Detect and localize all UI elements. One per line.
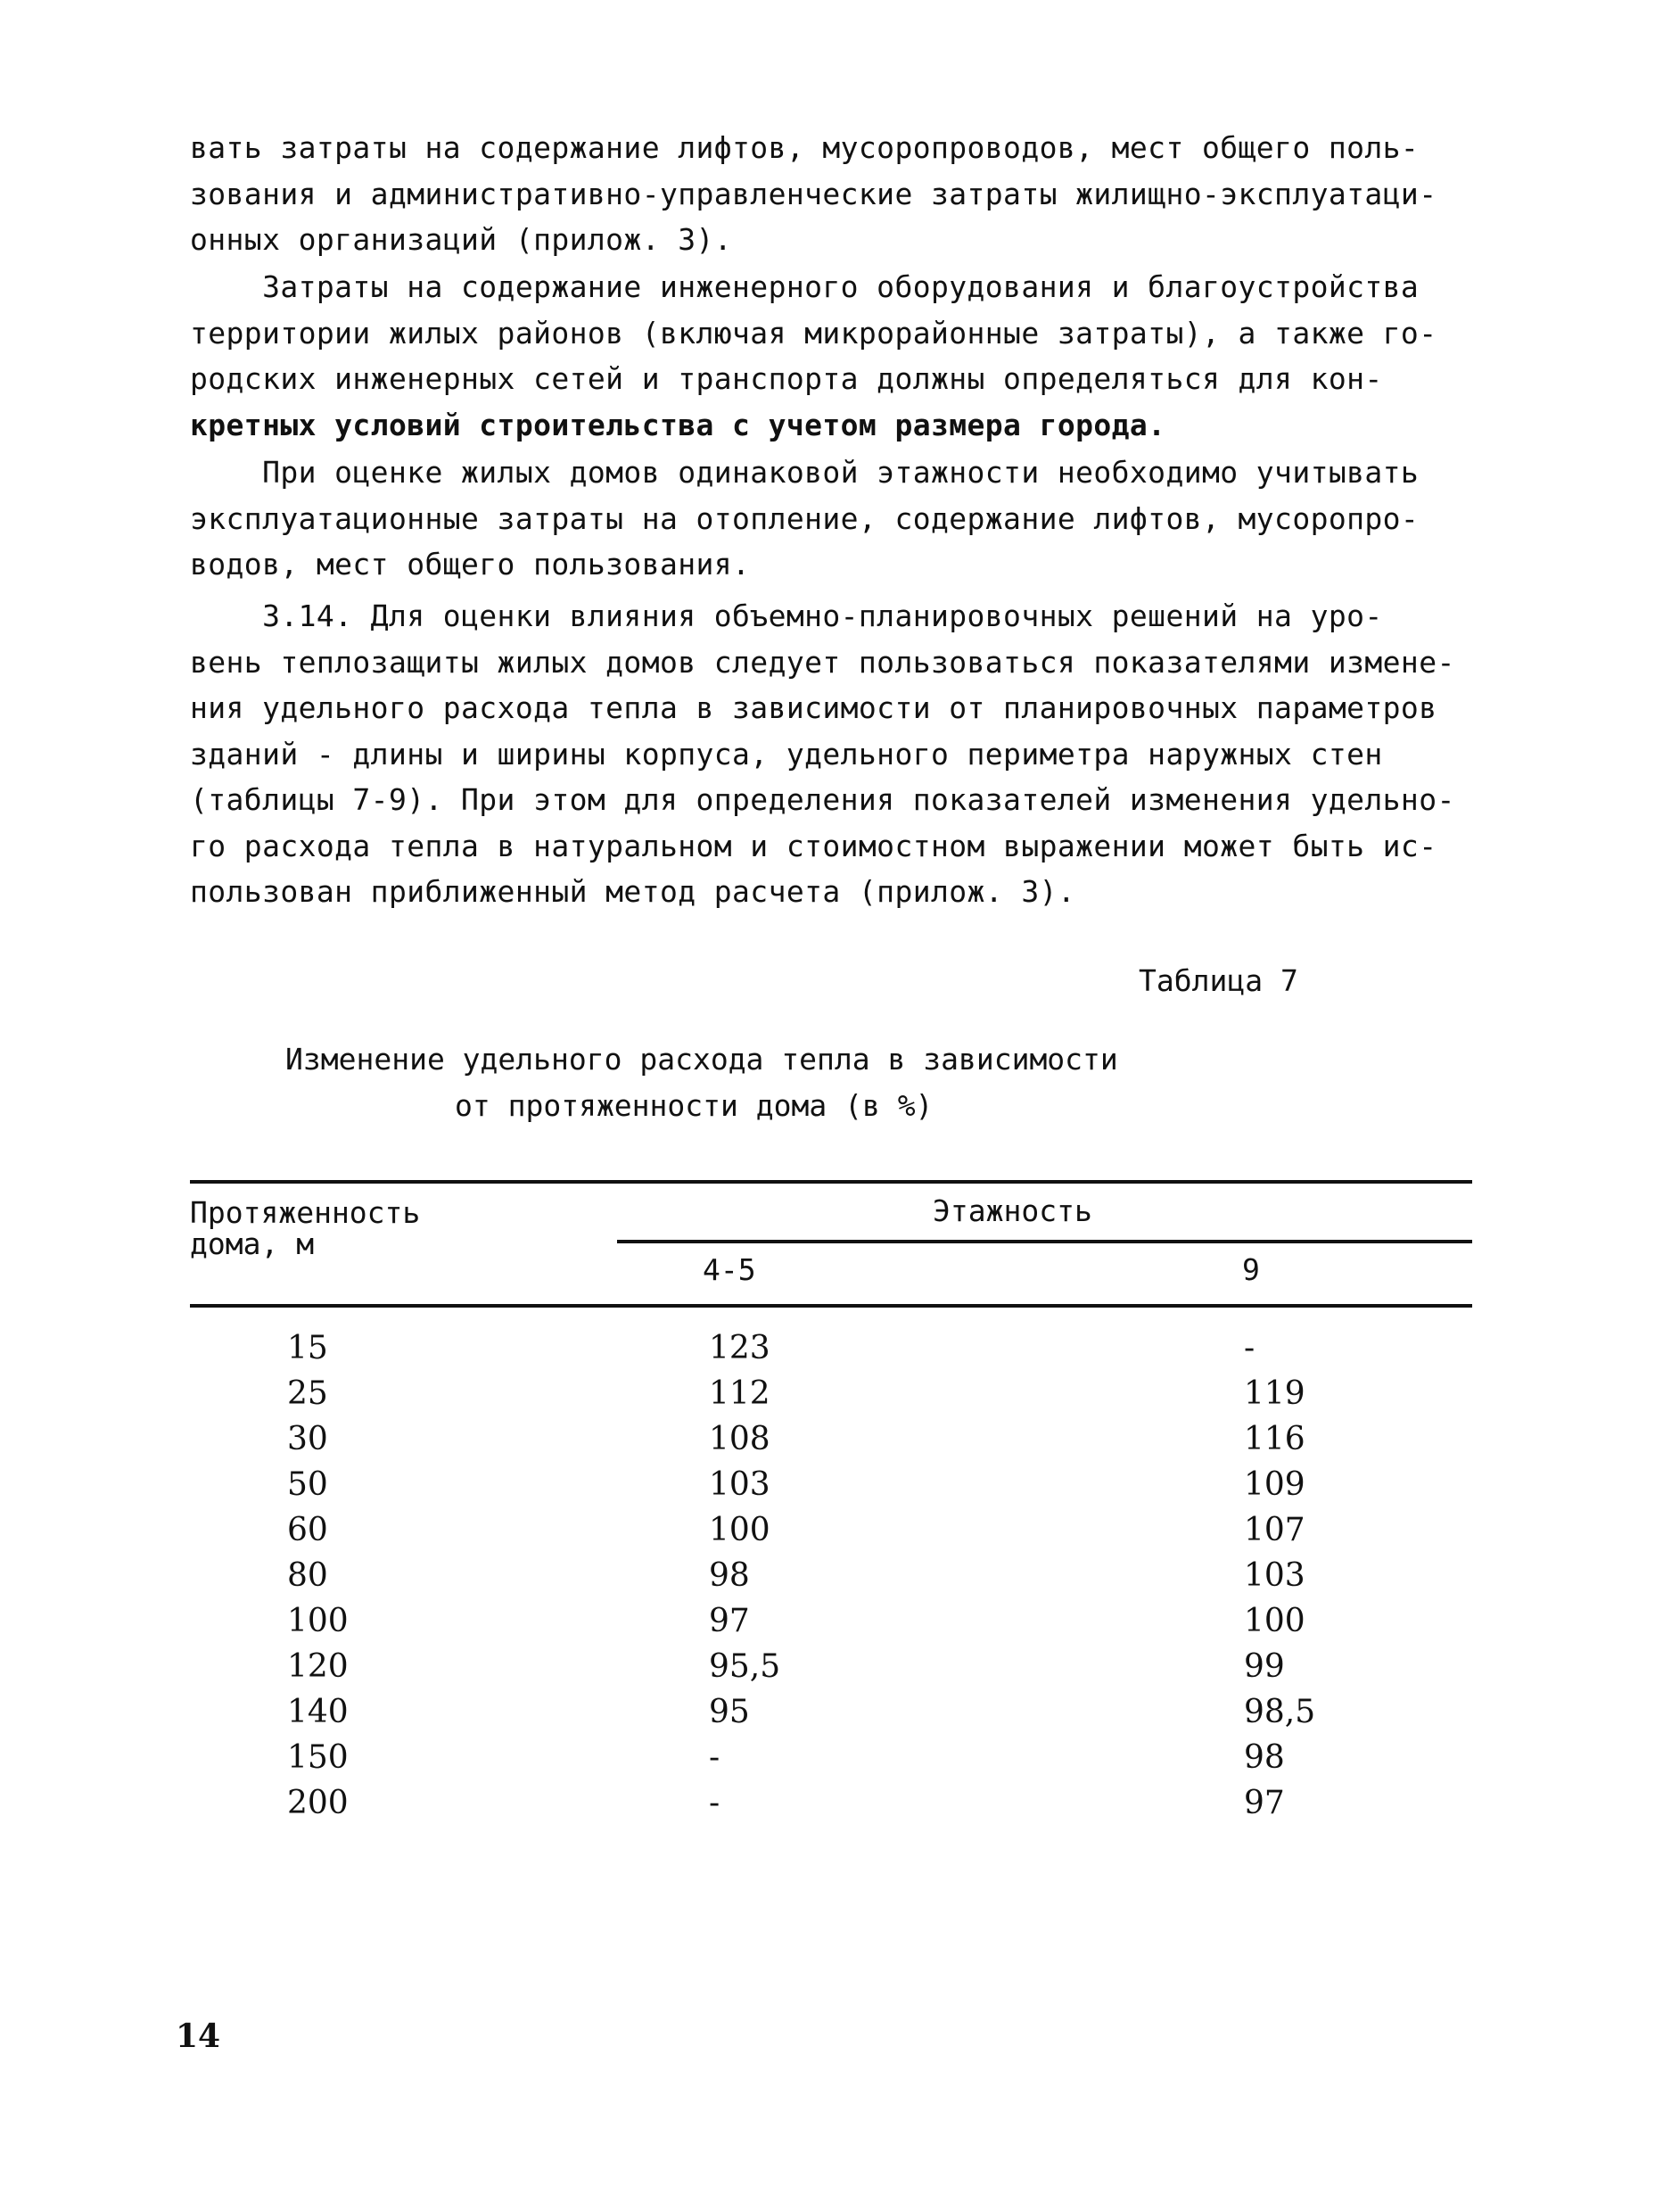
cell-length: 60: [287, 1512, 328, 1548]
cell-floors-4-5: 98: [709, 1557, 750, 1594]
text-line: ния удельного расхода тепла в зависимости от планировочных параметров: [190, 690, 1437, 725]
cell-length: 30: [287, 1421, 328, 1457]
cell-length: 80: [287, 1557, 328, 1594]
table-title: [285, 1036, 1118, 1129]
text-line: территории жилых районов (включая микрорайонные затраты), а также го-: [190, 315, 1437, 351]
text-line: (таблицы 7-9). При этом для определения показателей изменения удельно-: [190, 782, 1455, 817]
text-line: зования и административно-управленческие затраты жилищно-эксплуатаци-: [190, 176, 1437, 211]
cell-floors-9: 116: [1244, 1421, 1305, 1457]
cell-floors-4-5: -: [709, 1785, 720, 1821]
cell-floors-9: 100: [1244, 1603, 1305, 1639]
cell-floors-4-5: 95,5: [709, 1648, 781, 1685]
paragraph-1: [190, 125, 1478, 263]
column-header-length: [190, 1195, 421, 1261]
cell-floors-9: 103: [1244, 1557, 1305, 1594]
table-row: [0, 1507, 1663, 1553]
table-row: [0, 1689, 1663, 1735]
cell-floors-4-5: 97: [709, 1603, 750, 1639]
table-row: [0, 1780, 1663, 1826]
table-row: [0, 1553, 1663, 1598]
cell-length: 120: [287, 1648, 349, 1685]
text-line: родских инженерных сетей и транспорта должны определяться для кон-: [190, 361, 1383, 396]
text-line: вень теплозащиты жилых домов следует пользоваться показателями измене-: [190, 644, 1455, 680]
text-line: Затраты на содержание инженерного оборудования и благоустройства: [190, 269, 1420, 304]
paragraph-2: [190, 264, 1478, 448]
cell-floors-4-5: -: [709, 1739, 720, 1776]
cell-length: 50: [287, 1466, 328, 1503]
cell-floors-9: -: [1244, 1330, 1255, 1366]
cell-floors-9: 119: [1244, 1375, 1305, 1412]
table-title-line: Изменение удельного расхода тепла в зависимости: [285, 1042, 1118, 1077]
paragraph-4: [190, 593, 1478, 915]
text-line: эксплуатационные затраты на отопление, содержание лифтов, мусоропро-: [190, 500, 1420, 536]
text-line: кретных условий строительства с учетом размера города.: [190, 407, 1166, 442]
cell-floors-4-5: 108: [709, 1421, 770, 1457]
text-line: вать затраты на содержание лифтов, мусоропроводов, мест общего поль-: [190, 130, 1420, 165]
cell-floors-4-5: 100: [709, 1512, 770, 1548]
cell-floors-9: 99: [1244, 1648, 1285, 1685]
text-line: зданий - длины и ширины корпуса, удельного периметра наружных стен: [190, 736, 1383, 772]
cell-length: 25: [287, 1375, 328, 1412]
text-line: 3.14. Для оценки влияния объемно-планировочных решений на уро-: [190, 598, 1383, 633]
text-line: водов, мест общего пользования.: [190, 547, 751, 582]
table-top-rule: [190, 1180, 1472, 1184]
column-header-floors-9: 9: [1242, 1252, 1260, 1287]
cell-length: 200: [287, 1785, 349, 1821]
table-header-bottom-rule: [190, 1304, 1472, 1308]
cell-floors-4-5: 95: [709, 1694, 750, 1730]
column-header-floors: Этажность: [933, 1193, 1092, 1228]
cell-length: 140: [287, 1694, 349, 1730]
cell-floors-4-5: 103: [709, 1466, 770, 1503]
cell-floors-9: 98,5: [1244, 1694, 1316, 1730]
text-line: го расхода тепла в натуральном и стоимостном выражении может быть ис-: [190, 828, 1437, 863]
text-line: онных организаций (прилож. 3).: [190, 222, 733, 257]
paragraph-3: [190, 450, 1478, 588]
cell-length: 150: [287, 1739, 349, 1776]
table-row: [0, 1416, 1663, 1462]
cell-floors-9: 107: [1244, 1512, 1305, 1548]
cell-length: 15: [287, 1330, 328, 1366]
cell-floors-4-5: 112: [709, 1375, 770, 1412]
table-row: [0, 1325, 1663, 1371]
column-header-length-line1: Протяженность: [190, 1195, 421, 1230]
cell-floors-4-5: 123: [709, 1330, 770, 1366]
column-header-length-line2: дома, м: [190, 1226, 315, 1261]
cell-floors-9: 98: [1244, 1739, 1285, 1776]
text-line: При оценке жилых домов одинаковой этажности необходимо учитывать: [190, 455, 1420, 490]
cell-length: 100: [287, 1603, 349, 1639]
table-row: [0, 1644, 1663, 1689]
text-line: пользован приближенный метод расчета (прилож. 3).: [190, 874, 1076, 909]
table-row: [0, 1735, 1663, 1780]
table-title-line: от протяженности дома (в %): [455, 1088, 934, 1123]
table-subheader-rule: [617, 1240, 1472, 1243]
column-header-floors-4-5: 4-5: [703, 1252, 756, 1287]
cell-floors-9: 97: [1244, 1785, 1285, 1821]
table-row: [0, 1462, 1663, 1507]
table-body: [0, 1325, 1663, 1826]
page-number: 14: [176, 2018, 221, 2055]
table-row: [0, 1598, 1663, 1644]
cell-floors-9: 109: [1244, 1466, 1305, 1503]
table-label: Таблица 7: [1139, 963, 1298, 998]
table-row: [0, 1371, 1663, 1416]
